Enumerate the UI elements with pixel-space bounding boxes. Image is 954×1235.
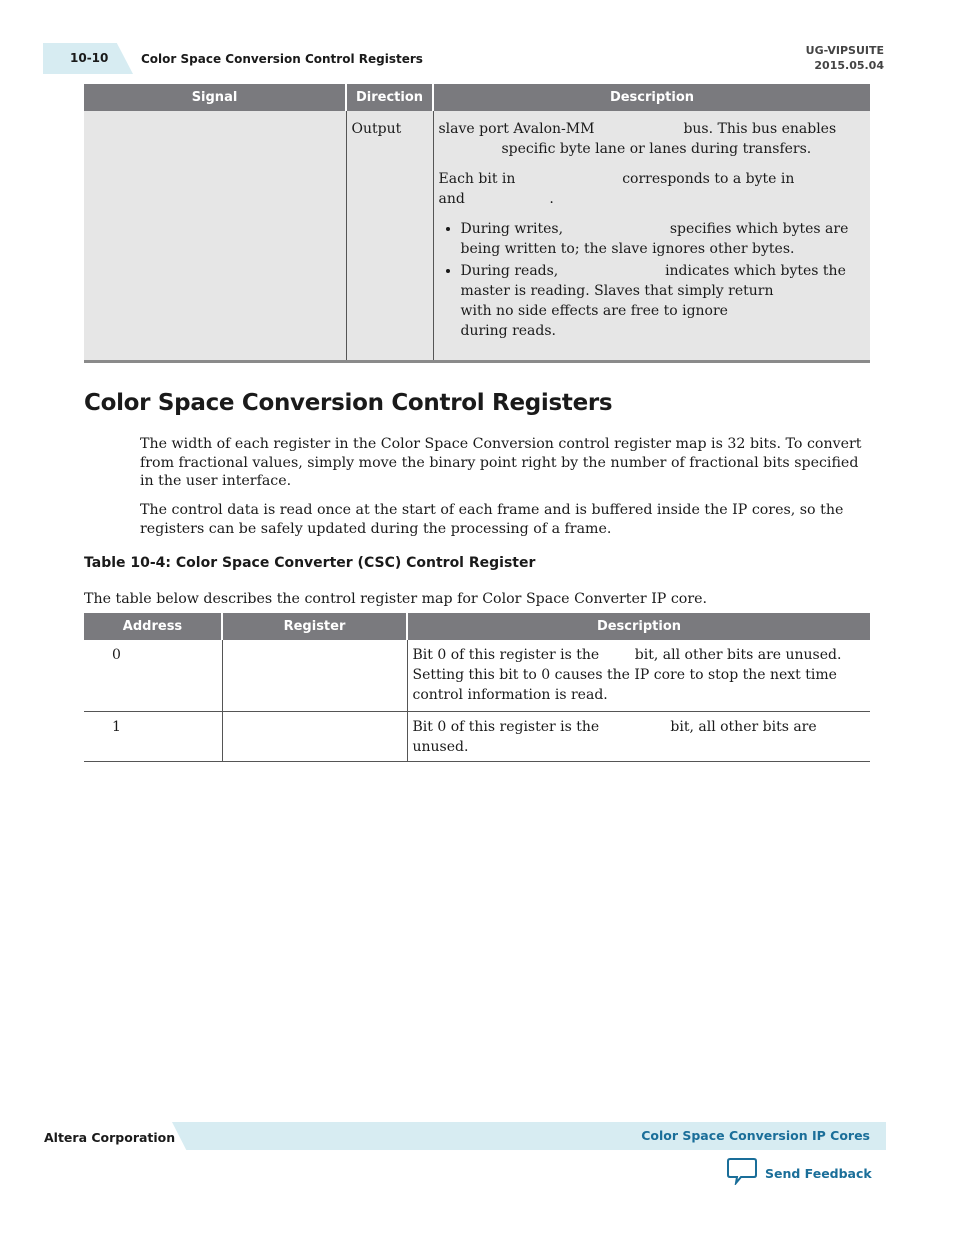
column-header: Direction bbox=[346, 84, 433, 111]
column-header: Register bbox=[222, 613, 407, 640]
list-item: • During writes, specifies which bytes are being written to; the slave ignores other bytes. bbox=[461, 219, 866, 259]
body-paragraph: The width of each register in the Color Space Conversion control register map is 32 bits. To convert from fractional values, simply move the binary point right by the number of fractional bits specified in the user interface. bbox=[140, 436, 862, 489]
direction-cell: Output bbox=[346, 111, 433, 362]
section-heading: Color Space Conversion Control Registers bbox=[84, 390, 613, 416]
column-header: Description bbox=[407, 613, 870, 640]
column-header: Description bbox=[433, 84, 870, 111]
column-header: Signal bbox=[84, 84, 346, 111]
body-paragraph: The control data is read once at the start of each frame and is buffered inside the IP cores, so the registers can be safely updated during the processing of a frame. bbox=[140, 502, 844, 537]
doc-date: 2015.05.04 bbox=[814, 59, 884, 72]
bullet-list bbox=[439, 219, 881, 341]
table-header-row bbox=[84, 84, 870, 111]
column-header: Address bbox=[84, 613, 222, 640]
speech-bubble-icon bbox=[727, 1157, 757, 1189]
description-paragraph: Each bit in corresponds to a byte in and . bbox=[438, 171, 902, 207]
running-title: Color Space Conversion Control Registers bbox=[141, 52, 423, 66]
table-intro: The table below describes the control register map for Color Space Converter IP core. bbox=[84, 591, 708, 607]
description-paragraph: slave port Avalon-MM bus. This bus enables specific byte lane or lanes during transfers. bbox=[438, 121, 841, 157]
address-cell: 0 bbox=[84, 640, 222, 712]
doc-id-block bbox=[806, 43, 884, 73]
signal-table bbox=[84, 84, 902, 363]
table-row bbox=[84, 640, 870, 712]
description-cell bbox=[433, 111, 902, 362]
send-feedback-button[interactable] bbox=[727, 1158, 872, 1188]
table-row bbox=[84, 712, 870, 762]
table-header-row bbox=[84, 613, 870, 640]
footer-chapter-link[interactable]: Color Space Conversion IP Cores bbox=[641, 1128, 870, 1143]
page-number: 10-10 bbox=[70, 51, 109, 65]
register-cell bbox=[222, 640, 407, 712]
doc-id: UG-VIPSUITE bbox=[805, 44, 884, 57]
table-row bbox=[84, 111, 870, 362]
address-cell: 1 bbox=[84, 712, 222, 762]
footer-company: Altera Corporation bbox=[44, 1130, 176, 1145]
register-cell bbox=[222, 712, 407, 762]
table-caption: Table 10-4: Color Space Converter (CSC) Control Register bbox=[84, 555, 536, 571]
register-table bbox=[84, 613, 870, 762]
description-cell: Bit 0 of this register is the bit, all other bits are unused. Setting this bit to 0 causes the IP core to stop the next time control information is read. bbox=[407, 640, 870, 712]
description-cell: Bit 0 of this register is the bit, all other bits are unused. bbox=[407, 712, 870, 762]
list-item: • During reads, indicates which bytes the master is reading. Slaves that simply return with no side effects are free to ignore during reads. bbox=[461, 261, 866, 341]
send-feedback-label: Send Feedback bbox=[765, 1165, 872, 1181]
signal-cell bbox=[84, 111, 346, 362]
